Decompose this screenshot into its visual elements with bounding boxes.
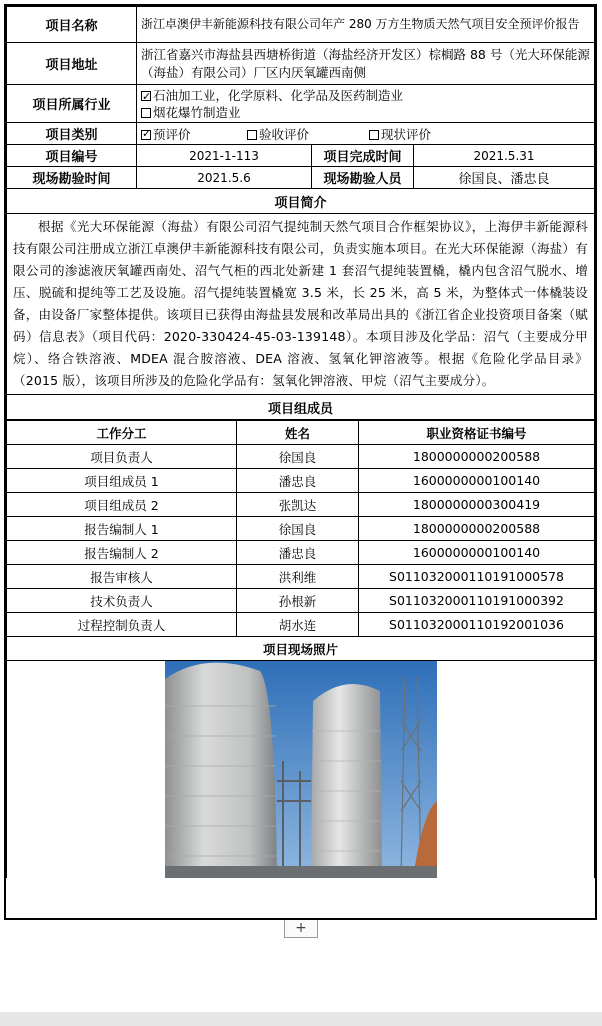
surveyors-label: 现场勘验人员	[312, 167, 414, 189]
member-role: 技术负责人	[7, 589, 237, 613]
type-option-acceptance: 验收评价	[247, 125, 365, 143]
member-cert: S011032000110191000578	[359, 565, 595, 589]
member-name: 孙根新	[237, 589, 359, 613]
member-cert: S011032000110191000392	[359, 589, 595, 613]
type-options	[137, 123, 595, 145]
members-header-role: 工作分工	[7, 421, 237, 445]
member-cert: 1600000000100140	[359, 469, 595, 493]
survey-time-value: 2021.5.6	[137, 167, 312, 189]
member-role: 项目组成员 2	[7, 493, 237, 517]
member-role: 报告编制人 2	[7, 541, 237, 565]
members-header-name: 姓名	[237, 421, 359, 445]
project-address-value: 浙江省嘉兴市海盐县西塘桥街道（海盐经济开发区）棕榈路 88 号（光大环保能源（海盐）有限公司）厂区内厌氧罐西南侧	[137, 43, 595, 85]
member-role: 报告编制人 1	[7, 517, 237, 541]
member-cert: 1600000000100140	[359, 541, 595, 565]
project-name-label: 项目名称	[7, 7, 137, 43]
project-number-value: 2021-1-113	[137, 145, 312, 167]
photo-cell	[7, 661, 595, 879]
member-name: 潘忠良	[237, 541, 359, 565]
report-document	[4, 4, 597, 920]
member-cert: 1800000000200588	[359, 517, 595, 541]
industry-option-fireworks: 烟花爆竹制造业	[141, 104, 590, 121]
project-number-label: 项目编号	[7, 145, 137, 167]
right-tank	[311, 684, 382, 878]
intro-text: 根据《光大环保能源（海盐）有限公司沼气提纯制天然气项目合作框架协议》，上海伊丰新能源科技有限公司注册成立浙江卓澳伊丰新能源科技有限公司，负责实施本项目。在光大环保能源（海盐）有限公司的渗滤液厌氧罐西南处、沼气气柜的西北处新建 1 套沼气提纯装置橇，橇内包含沼气脱水、增压、脱硫和提纯等工艺及设施。沼气提纯装置橇宽 3.5 米，长 25 米，高 5 米，为整体式一体橇装设备，由设备厂家整体提供。该项目已获得由海盐县发展和改革局出具的《浙江省企业投资项目备案（赋码）信息表》（项目代码：2020-330424-45-03-139148）。本项目涉及化学品：沼气（主要成分甲烷）、络合铁溶液、MDEA 混合胺溶液、DEA 溶液、氢氧化钾溶液等。根据《危险化学品目录》（2015 版），该项目所涉及的危险化学品有：氢氧化钾溶液、甲烷（沼气主要成分）。	[7, 214, 595, 395]
surveyors-value: 徐国良、潘忠良	[414, 167, 595, 189]
unchecked-checkbox-icon	[141, 108, 151, 118]
members-table	[6, 420, 595, 878]
table-row	[7, 445, 595, 469]
project-address-label: 项目地址	[7, 43, 137, 85]
type-option-current: 现状评价	[369, 125, 431, 143]
member-name: 张凯达	[237, 493, 359, 517]
member-name: 徐国良	[237, 445, 359, 469]
table-row	[7, 613, 595, 637]
member-name: 胡水连	[237, 613, 359, 637]
intro-title: 项目简介	[7, 189, 595, 214]
unchecked-checkbox-icon	[369, 130, 379, 140]
completion-time-label: 项目完成时间	[312, 145, 414, 167]
left-tank	[165, 663, 277, 878]
unchecked-checkbox-icon	[247, 130, 257, 140]
member-cert: 1800000000200588	[359, 445, 595, 469]
member-name: 徐国良	[237, 517, 359, 541]
add-button[interactable]: +	[284, 920, 318, 938]
completion-time-value: 2021.5.31	[414, 145, 595, 167]
member-role: 项目组成员 1	[7, 469, 237, 493]
site-photo	[165, 661, 437, 878]
member-role: 过程控制负责人	[7, 613, 237, 637]
ground	[165, 866, 437, 878]
members-header-cert: 职业资格证书编号	[359, 421, 595, 445]
members-title: 项目组成员	[7, 395, 595, 420]
checked-checkbox-icon	[141, 91, 151, 101]
table-row	[7, 541, 595, 565]
member-cert: 1800000000300419	[359, 493, 595, 517]
table-row	[7, 565, 595, 589]
member-name: 洪利维	[237, 565, 359, 589]
table-row	[7, 469, 595, 493]
photo-title: 项目现场照片	[7, 637, 595, 661]
info-table	[6, 6, 595, 420]
industry-option-chemical: ✓石油加工业，化学原料、化学品及医药制造业	[141, 87, 590, 104]
bottom-scroll-bar[interactable]	[0, 1012, 602, 1026]
project-type-label: 项目类别	[7, 123, 137, 145]
project-industry-label: 项目所属行业	[7, 85, 137, 123]
member-name: 潘忠良	[237, 469, 359, 493]
table-row	[7, 493, 595, 517]
table-row	[7, 589, 595, 613]
industry-options	[137, 85, 595, 123]
member-role: 项目负责人	[7, 445, 237, 469]
table-row	[7, 517, 595, 541]
member-cert: S011032000110192001036	[359, 613, 595, 637]
member-role: 报告审核人	[7, 565, 237, 589]
survey-time-label: 现场勘验时间	[7, 167, 137, 189]
type-option-pre: ✓ 预评价	[141, 125, 243, 143]
project-name-value: 浙江卓澳伊丰新能源科技有限公司年产 280 万方生物质天然气项目安全预评价报告	[137, 7, 595, 43]
checked-checkbox-icon	[141, 130, 151, 140]
